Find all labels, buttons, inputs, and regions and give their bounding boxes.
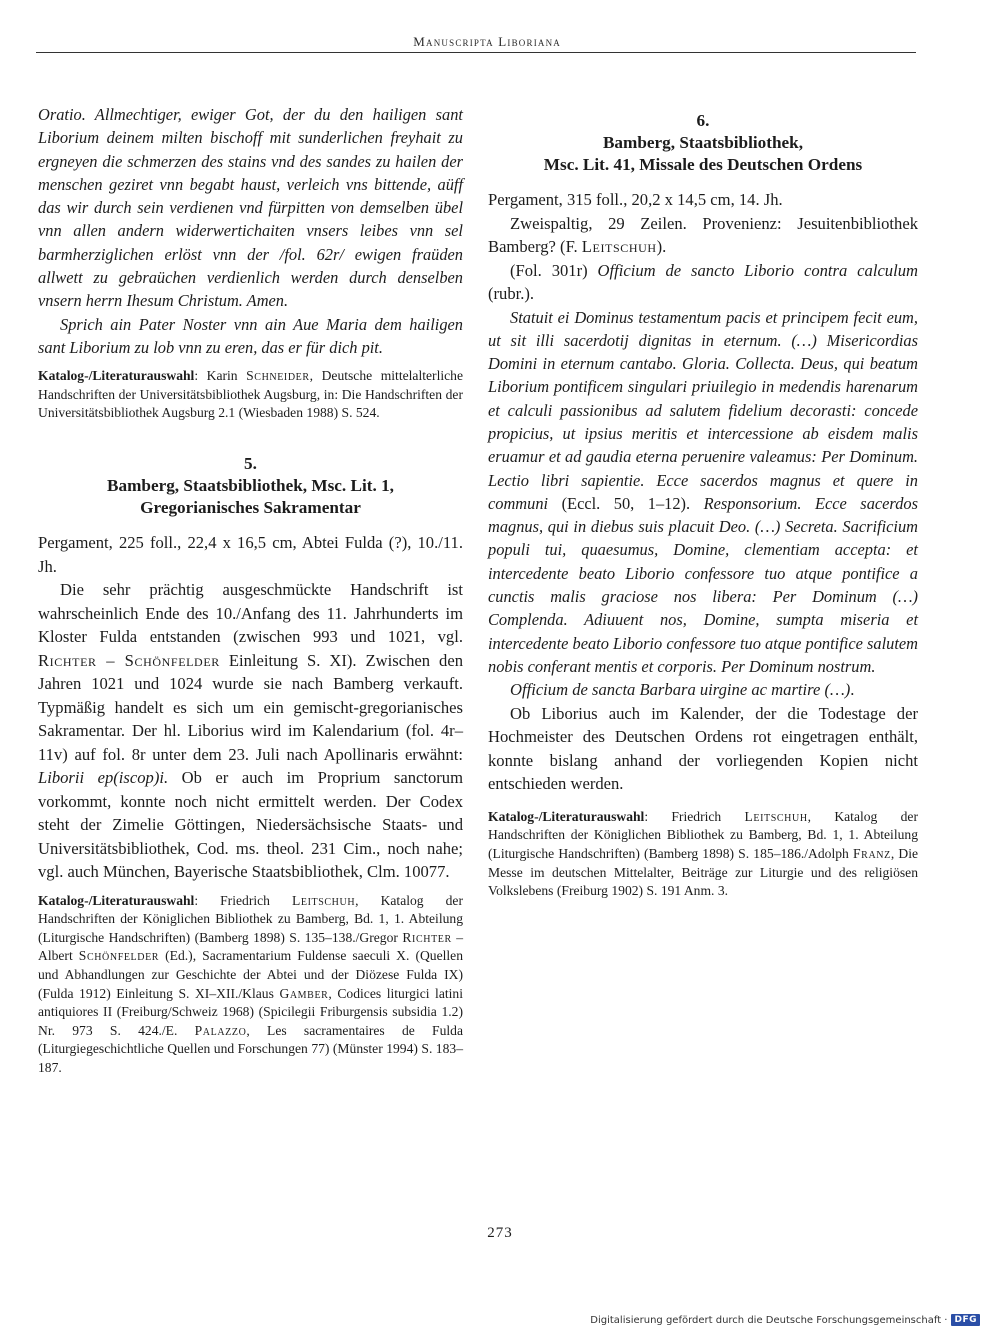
barbara-paragraph <box>488 678 918 702</box>
right-column <box>488 110 918 901</box>
para-text: Ob er auch im Proprium sanctorum vorkommt, konnte noch nicht ermittelt werden. Der Codex steht der Zimelie Göttingen, Niedersächsische Staats- und Universitätsbibliothek, Cod. ms. theol. 231 Cim., noch nahe; vgl. auch München, Bayerische Staatsbibliothek, Clm. 10077. <box>38 768 463 882</box>
lit-text: , Katalog der Handschriften der Königlichen Bibliothek zu Bamberg, Bd. 1, 1. Abteilung (Liturgische Handschriften) (Bamberg 1898) S. 135–138./Gregor <box>38 892 463 945</box>
author-name: Leitschuh <box>744 808 808 824</box>
latin-text: Responsorium. Ecce sacerdos magnus, qui in diebus suis placuit Deo. (…) Secreta. Sacrificium populi tui, quaesumus, Domine, clementiam accepta: et intercedente beato Liborio confessore tuo atque pontifice a cunctis malis graciose nos libera: Per Dominum (…) Complenda. Adiuuent nos, Domine, sumpta miseria et intercedente beato Liborio confessore tuo atque pontifice salutem nobis conferant mentis et corporis. Per Dominum nostrum. <box>488 493 918 676</box>
author-name: Palazzo <box>194 1022 247 1038</box>
footer-text: Digitalisierung gefördert durch die Deutsche Forschungsgemeinschaft · <box>590 1314 948 1326</box>
lit-text: – Albert <box>38 929 463 964</box>
section-number: 5. <box>244 454 257 474</box>
literature-note-5: Katalog-/Literaturauswahl: Friedrich Leitschuh, Katalog der Handschriften der Königlichen Bibliothek zu Bamberg, Bd. 1, 1. Abteilung (Liturgische Handschriften) (Bamberg 1898) S. 135–138./Gregor Richter – Albert Schönfelder (Ed.), Sacramentarium Fuldense saeculi X. (Quellen und Abhandlungen zur Geschichte der Abtei und der Diözese Fulda IX) (Fulda 1912) Einleitung S. XI–XII./Klaus Gamber, Codices liturgici latini antiquiores II (Freiburg/Schweiz 1968) (Spicilegii Friburgensis subsidia 1.2) Nr. 973 S. 424./E. Palazzo, Les sacramentaires de Fulda (Liturgiegeschichtliche Quellen und Forschungen 77) (Münster 1994) S. 183–187. <box>38 892 464 1075</box>
literature-note-4: Katalog-/Literaturauswahl: Karin Schneider, Deutsche mittelalterliche Handschriften der Universitätsbibliothek Augsburg, in: Die Handschriften der Universitätsbibliothek Augsburg 2.1 (Wiesbaden 1988) S. 524. <box>38 368 463 421</box>
section-6-heading <box>488 110 918 176</box>
folio-paragraph <box>488 259 918 306</box>
lit-text: Karin <box>206 368 238 384</box>
author-name: Schneider <box>246 368 310 384</box>
provenance-paragraph <box>488 212 918 259</box>
lit-text: Friedrich <box>220 892 270 908</box>
author-name: Franz <box>853 845 891 861</box>
section-6-description: Pergament, 315 foll., 20,2 x 14,5 cm, 14. Jh. <box>488 190 783 209</box>
literature-label: Katalog-/Literaturauswahl <box>38 368 195 384</box>
section-5-heading <box>38 453 463 519</box>
author-name: Gamber <box>279 985 329 1001</box>
section-5-paragraph <box>38 578 463 884</box>
para-text: ). <box>656 237 667 256</box>
lit-text: , Die Messe im deutschen Mittelalter, Beiträge zur Liturgie und des religiösen Volkslebens (Freiburg 1902) S. 191 Anm. 3. <box>488 845 918 899</box>
reference-text: (Eccl. 50, 1–12). <box>561 493 691 513</box>
para-text: (Fol. 301r) <box>510 260 588 280</box>
author-names: Richter – Schönfelder <box>38 650 220 670</box>
author-name: Leitschuh <box>292 892 356 908</box>
kalender-paragraph: Ob Liborius auch im Kalender, der die Todestage der Hochmeister des Deutschen Ordens rot eingetragen enthält, konnte bislang anhand der vorliegenden Kopien nicht entschieden werden. <box>488 703 918 794</box>
lit-text: (Ed.), Sacramentarium Fuldense saeculi X. (Quellen und Abhandlungen zur Geschichte der Abtei und der Diözese Fulda IX) (Fulda 1912) Einleitung S. XI–XII./Klaus <box>38 948 464 1001</box>
section-title-line2: Gregorianisches Sakramentar <box>140 498 361 518</box>
running-head <box>36 34 916 52</box>
lit-text: , Codices liturgici latini antiquiores II (Freiburg/Schweiz 1968) (Spicilegii Friburgensis subsidia 1.2) Nr. 973 S. 424./E. <box>38 985 463 1038</box>
sprich-paragraph: Sprich ain Pater Noster vnn ain Aue Maria dem hailigen sant Liborium zu lob vnn zu eren, das er für dich pit. <box>38 314 463 357</box>
quoted-text: Liborii ep(iscop)i. <box>38 768 169 788</box>
quoted-text: Officium de sancto Liborio contra calculum <box>597 260 918 280</box>
page-number: 273 <box>487 1225 513 1241</box>
section-title-line1: Bamberg, Staatsbibliothek, <box>602 133 804 152</box>
para-text: Die sehr prächtig ausgeschmückte Handschrift ist wahrscheinlich Ende des 10./Anfang des 11. Jahrhunderts im Kloster Fulda entstanden (zwischen 993 und 1021, vgl. <box>38 580 463 647</box>
latin-text: Statuit ei Dominus testamentum pacis et principem fecit eum, ut sit illi sacerdotij dignitas in eternum. (…) Misericordias Domini in eternum cantabo. Gloria. Collecta. Deus, qui beatum Liborium pontificem singulari priuilegio in medendis harenarum et calculi passionibus ad salutem fidelium decorasti: concede propicius, ut ipsius meritis et intercessione ab eisdem malis eruamur et ad gaudia eterna peruenire valeamus: Per Dominum. Lectio libri sapientie. Ecce sacerdos magnus et quere in communi <box>488 307 918 513</box>
left-column <box>38 103 463 1077</box>
para-text: . <box>850 680 855 700</box>
section-title-line1: Bamberg, Staatsbibliothek, Msc. Lit. 1, <box>107 476 394 496</box>
dfg-logo: DFG <box>951 1314 980 1326</box>
author-name: Richter <box>402 929 452 945</box>
latin-text-paragraph <box>488 306 918 679</box>
literature-label: Katalog-/Literaturauswahl <box>488 808 645 824</box>
quoted-text: Officium de sancta Barbara uirgine ac martire (…) <box>510 680 851 700</box>
digitization-footer <box>590 1312 980 1328</box>
oratio-paragraph: Oratio. Allmechtiger, ewiger Got, der du den hailigen sant Liborium deinem milten bischoff mit sunderlichen freyhait zu ergneyen die schmerzen des stains vnd des sandes zu hailen der menschen geziret vnn begabt haust, verleich vns bittende, aüff das wir durch sein verdienen vnd fürpitten von demselben übel vnn allen andern widerwertichaiten vnsers leibes vnn sel barmherziglichen erlöst vnn der /fol. 62r/ ewigen fraüden allwett zu gebraüchen verdienlich werden durch denselben vnsern herrn Ihesum Christum. Amen. <box>38 105 463 311</box>
lit-text: , Deutsche mittelalterliche Handschriften der Universitätsbibliothek Augsburg, in: Die Handschriften der Universitätsbibliothek Augsburg 2.1 (Wiesbaden 1988) S. 524. <box>38 368 463 421</box>
author-name: Schönfelder <box>78 948 160 964</box>
lit-text: , Les sacramentaires de Fulda (Liturgiegeschichtliche Quellen und Forschungen 77) (Münster 1994) S. 183–187. <box>38 1022 463 1075</box>
literature-note-6: Katalog-/Literaturauswahl: Friedrich Leitschuh, Katalog der Handschriften der Königlichen Bibliothek zu Bamberg, Bd. 1, 1. Abteilung (Liturgische Handschriften) (Bamberg 1898) S. 185–186./Adolph Franz, Die Messe im deutschen Mittelalter, Beiträge zur Liturgie und des religiösen Volkslebens (Freiburg 1902) S. 191 Anm. 3. <box>488 808 918 899</box>
para-text: Zweispaltig, 29 Zeilen. Provenienz: Jesuitenbibliothek Bamberg? (F. <box>488 213 918 256</box>
section-title-line2: Msc. Lit. 41, Missale des Deutschen Ordens <box>543 155 863 174</box>
running-title: Manuscripta Liboriana <box>413 34 561 49</box>
section-number: 6. <box>696 111 710 130</box>
header-rule <box>36 52 916 53</box>
author-name: Leitschuh <box>581 237 657 256</box>
section-5-description: Pergament, 225 foll., 22,4 x 16,5 cm, Abtei Fulda (?), 10./11. Jh. <box>38 533 463 576</box>
literature-label: Katalog-/Literaturauswahl <box>38 892 195 908</box>
para-text: (rubr.). <box>488 284 535 303</box>
para-text: Einleitung S. XI). Zwischen den Jahren 1021 und 1024 wurde sie nach Bamberg verkauft. Typmäßig handelt es sich um ein gemischt-gregorianisches Sakramentar. Der hl. Liborius wird im Kalendarium (fol. 4r–11v) auf fol. 8r unter dem 23. Juli nach Apollinaris erwähnt: <box>38 650 463 764</box>
lit-text: , Katalog der Handschriften der Königlichen Bibliothek zu Bamberg, Bd. 1, 1. Abteilung (Liturgische Handschriften) (Bamberg 1898) S. 185–186./Adolph <box>488 808 918 861</box>
lit-text: Friedrich <box>671 808 722 824</box>
